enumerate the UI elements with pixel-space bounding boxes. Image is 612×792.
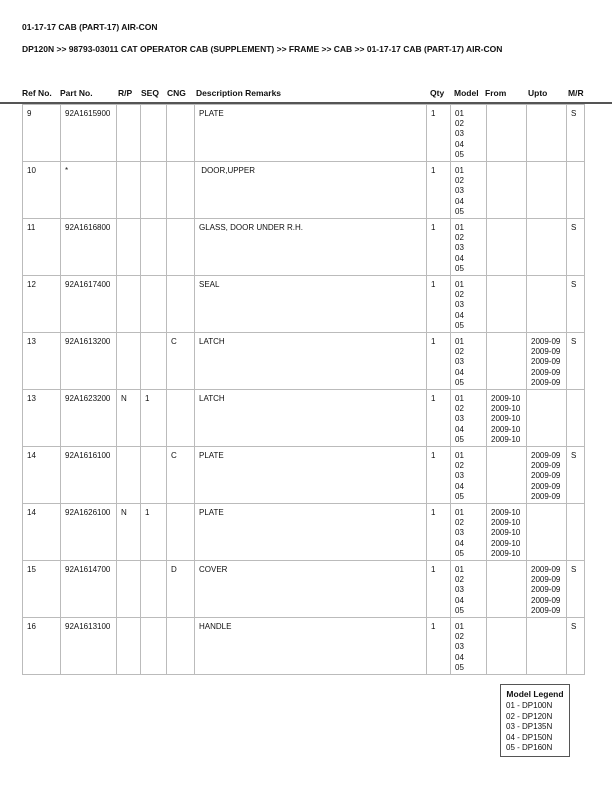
column-header: Description Remarks <box>196 88 282 98</box>
table-cell: 01 02 03 04 05 <box>451 276 487 333</box>
table-row <box>23 162 585 219</box>
table-cell <box>487 333 527 390</box>
table-cell: HANDLE <box>195 618 427 675</box>
table-cell: 2009-09 2009-09 2009-09 2009-09 2009-09 <box>527 447 567 504</box>
table-cell <box>141 162 167 219</box>
table-cell: 92A1613200 <box>61 333 117 390</box>
table-cell: 15 <box>23 561 61 618</box>
table-cell <box>141 276 167 333</box>
table-cell: 1 <box>427 618 451 675</box>
table-cell <box>487 618 527 675</box>
table-cell: 92A1614700 <box>61 561 117 618</box>
table-cell: DOOR,UPPER <box>195 162 427 219</box>
table-cell: 14 <box>23 504 61 561</box>
table-cell: 16 <box>23 618 61 675</box>
model-legend <box>500 684 570 757</box>
table-cell: 2009-10 2009-10 2009-10 2009-10 2009-10 <box>487 390 527 447</box>
table-cell <box>527 105 567 162</box>
table-cell: 92A1623200 <box>61 390 117 447</box>
table-cell <box>567 504 585 561</box>
column-header: SEQ <box>141 88 159 98</box>
table-cell: 01 02 03 04 05 <box>451 561 487 618</box>
table-cell: PLATE <box>195 105 427 162</box>
legend-item: 04 - DP150N <box>506 732 553 742</box>
breadcrumb: DP120N >> 98793-03011 CAT OPERATOR CAB (SUPPLEMENT) >> FRAME >> CAB >> 01-17-17 CAB (PART-17) AIR-CON <box>22 44 503 54</box>
table-cell <box>167 390 195 447</box>
table-cell <box>527 162 567 219</box>
table-cell: C <box>167 447 195 504</box>
table-cell <box>117 447 141 504</box>
table-cell: 1 <box>141 390 167 447</box>
table-cell <box>527 504 567 561</box>
table-cell <box>527 390 567 447</box>
table-cell <box>527 276 567 333</box>
table-cell: LATCH <box>195 390 427 447</box>
table-cell: LATCH <box>195 333 427 390</box>
legend-item: 03 - DP135N <box>506 722 553 732</box>
table-cell: D <box>167 561 195 618</box>
table-cell: 01 02 03 04 05 <box>451 390 487 447</box>
table-cell: 1 <box>427 390 451 447</box>
table-cell: 92A1616800 <box>61 219 117 276</box>
table-cell: 2009-09 2009-09 2009-09 2009-09 2009-09 <box>527 333 567 390</box>
table-cell: 10 <box>23 162 61 219</box>
column-header: CNG <box>167 88 186 98</box>
table-cell: PLATE <box>195 447 427 504</box>
table-cell <box>527 219 567 276</box>
table-cell: S <box>567 618 585 675</box>
table-cell: 01 02 03 04 05 <box>451 447 487 504</box>
table-cell <box>141 219 167 276</box>
column-header: Model <box>454 88 479 98</box>
table-cell: 01 02 03 04 05 <box>451 333 487 390</box>
table-cell: 12 <box>23 276 61 333</box>
table-row <box>23 219 585 276</box>
table-cell <box>141 561 167 618</box>
table-cell: S <box>567 219 585 276</box>
table-cell <box>167 504 195 561</box>
table-row <box>23 447 585 504</box>
table-cell <box>487 105 527 162</box>
table-cell: S <box>567 105 585 162</box>
table-cell <box>167 162 195 219</box>
table-row <box>23 390 585 447</box>
table-cell: 11 <box>23 219 61 276</box>
table-cell <box>117 162 141 219</box>
table-cell <box>487 162 527 219</box>
table-cell: 1 <box>427 276 451 333</box>
table-cell <box>141 618 167 675</box>
table-cell <box>117 105 141 162</box>
table-cell <box>117 618 141 675</box>
table-cell <box>117 219 141 276</box>
table-cell <box>141 447 167 504</box>
table-cell: * <box>61 162 117 219</box>
column-header: From <box>485 88 507 98</box>
table-cell <box>487 219 527 276</box>
table-cell: 01 02 03 04 05 <box>451 162 487 219</box>
table-cell <box>487 276 527 333</box>
table-cell: 01 02 03 04 05 <box>451 219 487 276</box>
table-cell <box>141 333 167 390</box>
table-cell: 1 <box>427 504 451 561</box>
table-cell: 1 <box>427 447 451 504</box>
table-cell <box>487 561 527 618</box>
table-row <box>23 105 585 162</box>
table-cell: SEAL <box>195 276 427 333</box>
table-cell: 1 <box>141 504 167 561</box>
table-cell <box>167 105 195 162</box>
table-cell: GLASS, DOOR UNDER R.H. <box>195 219 427 276</box>
table-cell: 2009-09 2009-09 2009-09 2009-09 2009-09 <box>527 561 567 618</box>
table-cell: 13 <box>23 333 61 390</box>
table-cell <box>117 333 141 390</box>
table-cell <box>167 618 195 675</box>
table-cell: PLATE <box>195 504 427 561</box>
table-cell: 9 <box>23 105 61 162</box>
table-cell: 01 02 03 04 05 <box>451 105 487 162</box>
table-cell: 1 <box>427 162 451 219</box>
table-cell <box>167 219 195 276</box>
column-header: Ref No. <box>22 88 52 98</box>
table-row <box>23 504 585 561</box>
table-cell: 01 02 03 04 05 <box>451 504 487 561</box>
column-header: M/R <box>568 88 584 98</box>
table-row <box>23 333 585 390</box>
table-cell: 1 <box>427 219 451 276</box>
table-header <box>22 88 612 100</box>
table-cell: S <box>567 333 585 390</box>
table-cell: S <box>567 447 585 504</box>
legend-item: 05 - DP160N <box>506 743 553 753</box>
table-cell <box>141 105 167 162</box>
table-cell: 92A1615900 <box>61 105 117 162</box>
table-cell <box>527 618 567 675</box>
table-cell <box>117 561 141 618</box>
table-cell: 1 <box>427 561 451 618</box>
table-cell: COVER <box>195 561 427 618</box>
table-cell <box>567 390 585 447</box>
column-header: R/P <box>118 88 133 98</box>
table-row <box>23 561 585 618</box>
table-cell: 92A1613100 <box>61 618 117 675</box>
table-row <box>23 276 585 333</box>
column-header: Qty <box>430 88 445 98</box>
column-header: Part No. <box>60 88 93 98</box>
table-cell: C <box>167 333 195 390</box>
table-row <box>23 618 585 675</box>
parts-table <box>22 104 585 675</box>
table-cell: 1 <box>427 333 451 390</box>
table-cell: 1 <box>427 105 451 162</box>
table-cell: 2009-10 2009-10 2009-10 2009-10 2009-10 <box>487 504 527 561</box>
table-cell: 92A1617400 <box>61 276 117 333</box>
page-title: 01-17-17 CAB (PART-17) AIR-CON <box>22 22 158 32</box>
legend-item: 02 - DP120N <box>506 711 553 721</box>
table-cell <box>167 276 195 333</box>
table-cell: 01 02 03 04 05 <box>451 618 487 675</box>
column-header: Upto <box>528 88 548 98</box>
table-cell: 92A1626100 <box>61 504 117 561</box>
legend-title: Model Legend <box>506 689 564 699</box>
table-cell: 14 <box>23 447 61 504</box>
table-cell: 13 <box>23 390 61 447</box>
legend-item: 01 - DP100N <box>506 701 553 711</box>
table-cell <box>487 447 527 504</box>
table-cell: N <box>117 390 141 447</box>
table-cell: S <box>567 561 585 618</box>
table-cell <box>117 276 141 333</box>
table-cell: N <box>117 504 141 561</box>
table-cell: 92A1616100 <box>61 447 117 504</box>
table-cell <box>567 162 585 219</box>
table-cell: S <box>567 276 585 333</box>
